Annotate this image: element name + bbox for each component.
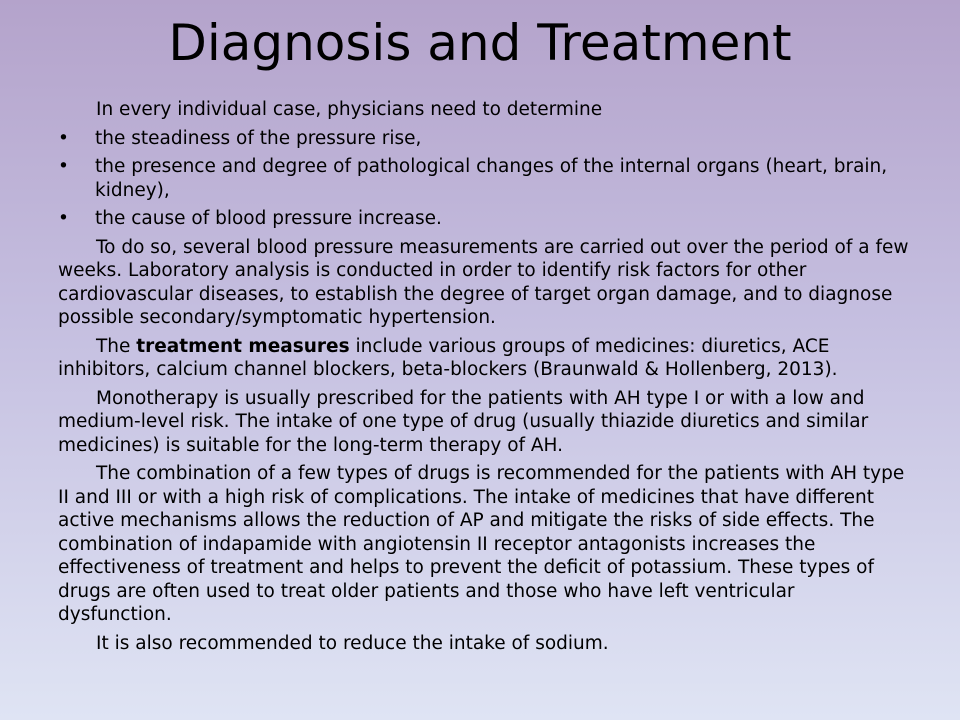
slide-title: Diagnosis and Treatment [168,14,792,72]
monotherapy-paragraph: Monotherapy is usually prescribed for the patients with AH type I or with a low and medium-level risk. The intake of one type of drug (usually thiazide diuretics and similar medicines) is suitable for the long-term therapy of AH. [58,387,869,456]
bullet-marker: • [58,208,69,229]
measurements-paragraph: To do so, several blood pressure measurements are carried out over the period of a few weeks. Laboratory analysis is conducted in order to identify risk factors for other cardiovascular diseases, to establish the degree of target organ damage, and to diagnose possible secondary/symptomatic hypertension. [58,236,909,328]
slide-body [58,98,910,660]
bullet-marker: • [58,127,69,149]
treatment-measures-bold: treatment measures [136,335,350,357]
bullet-list [58,127,910,231]
bullet-text: the presence and degree of pathological changes of the internal organs (heart, brain, kidney), [95,156,888,201]
sodium-paragraph: It is also recommended to reduce the intake of sodium. [96,632,609,654]
bullet-item [58,127,910,151]
bullet-item [58,155,910,202]
treatment-prefix: The [96,335,137,357]
treatment-suffix: include various groups of medicines: diuretics, ACE inhibitors, calcium channel blockers, beta-blockers (Braunwald & Hollenberg, 2013). [58,335,838,380]
bullet-text: the cause of blood pressure increase. [95,208,442,229]
bullet-item [58,207,910,231]
treatment-paragraph [58,335,910,382]
combination-paragraph: The combination of a few types of drugs is recommended for the patients with AH type II and III or with a high risk of complications. The intake of medicines that have different active mechanisms allows the reduction of AP and mitigate the risks of side effects. The combination of indapamide with angiotensin II receptor antagonists increases the effectiveness of treatment and helps to prevent the deficit of potassium. These types of drugs are often used to treat older patients and those who have left ventricular dysfunction. [58,463,905,625]
bullet-text: the steadiness of the pressure rise, [95,127,422,149]
bullet-marker: • [58,156,69,177]
intro-paragraph: In every individual case, physicians need to determine [96,99,603,120]
